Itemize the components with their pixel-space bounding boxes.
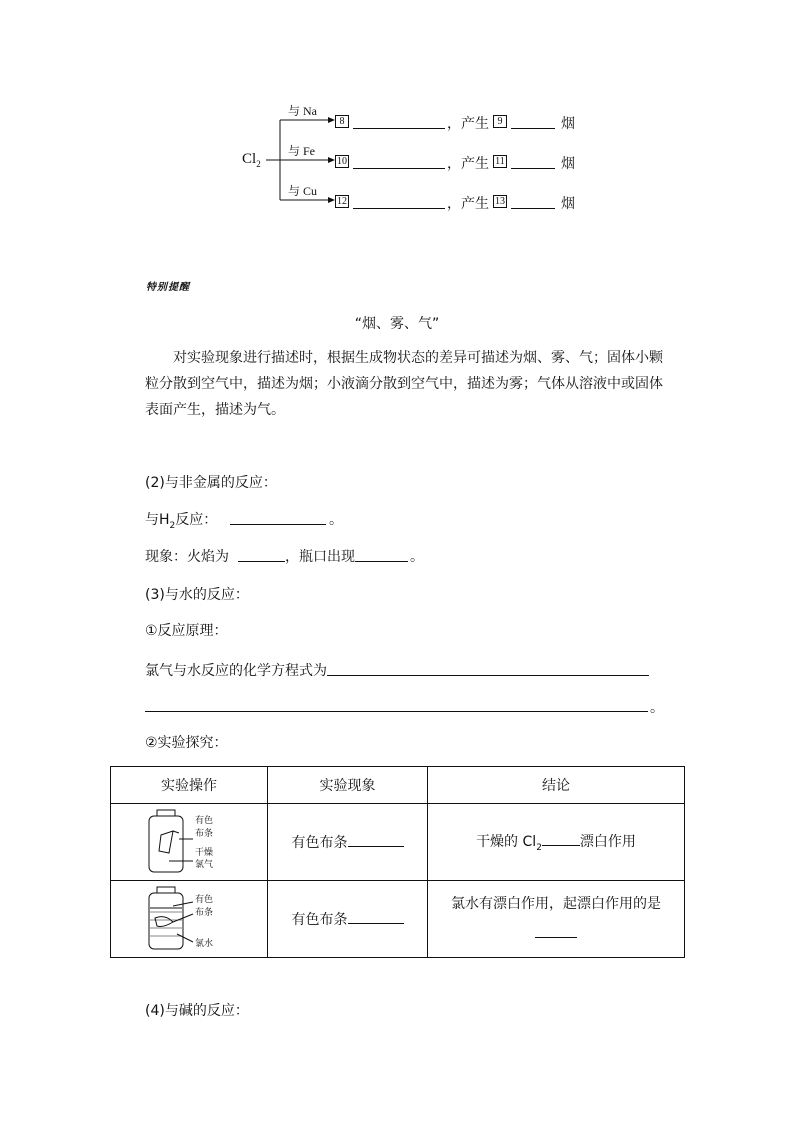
label-colored-2: 有色 xyxy=(195,895,214,905)
conclusion-cell-water xyxy=(428,881,685,958)
h2-suffix: 反应： xyxy=(175,512,218,528)
product-label: ，产生 xyxy=(447,116,489,132)
dry-chlorine-bottle-icon xyxy=(139,807,239,877)
label-dry: 干燥 xyxy=(195,848,214,858)
answer-blank[interactable] xyxy=(511,193,555,209)
conclusion-suffix: 漂白作用 xyxy=(579,834,636,851)
blank-number-8: 8 xyxy=(335,115,349,128)
section-heading-nonmetal: (2)与非金属的反应： xyxy=(145,475,277,491)
phenomenon-blank[interactable] xyxy=(348,832,404,847)
reaction-scheme xyxy=(240,100,600,220)
operation-cell-water xyxy=(111,881,268,958)
table-row xyxy=(111,881,685,958)
product-label: ，产生 xyxy=(447,196,489,212)
chlorine-water-bottle-icon xyxy=(139,884,239,954)
tip-title: “烟、雾、气” xyxy=(354,316,440,332)
header-operation: 实验操作 xyxy=(111,767,268,804)
phenomenon-text: 有色布条 xyxy=(291,912,348,928)
blank-number-10: 10 xyxy=(337,156,347,167)
answer-blank[interactable] xyxy=(353,153,445,169)
phenomenon-cell-dry xyxy=(268,804,428,881)
table-row xyxy=(111,804,685,881)
operation-cell-dry xyxy=(111,804,268,881)
section-heading-alkali: (4)与碱的反应： xyxy=(145,1003,249,1019)
branch-label-na: 与 Na xyxy=(288,104,317,118)
conclusion-blank[interactable] xyxy=(535,923,577,938)
h2-reaction-line xyxy=(145,509,545,529)
section-heading-water: (3)与水的反应： xyxy=(145,587,249,603)
h2-subscript: 2 xyxy=(169,520,176,531)
phenomenon-end: 。 xyxy=(410,549,424,565)
conclusion-blank[interactable] xyxy=(542,831,580,846)
branch-label-fe: 与 Fe xyxy=(288,144,316,158)
header-conclusion: 结论 xyxy=(428,767,685,804)
label-chlorine-water: 氯水 xyxy=(195,939,214,949)
header-phenomenon: 实验现象 xyxy=(268,767,428,804)
label-colored-1: 有色 xyxy=(195,816,214,826)
bottle-mouth-blank[interactable] xyxy=(355,546,408,562)
principle-heading: ①反应原理： xyxy=(145,623,228,639)
equation-end: 。 xyxy=(650,700,664,716)
phenomenon-text: 有色布条 xyxy=(291,835,348,851)
equation-blank-2[interactable] xyxy=(145,711,648,712)
reactant-formula xyxy=(242,151,261,169)
blank-number-12: 12 xyxy=(337,196,347,207)
branch-row-fe xyxy=(335,153,595,171)
tip-body: 对实验现象进行描述时，根据生成物状态的差异可描述为烟、雾、气；固体小颗粒分散到空气中，描述为烟；小液滴分散到空气中，描述为雾；气体从溶液中或固体表面产生，描述为气。 xyxy=(145,350,663,418)
label-strip-1: 布条 xyxy=(195,829,214,839)
phenomenon-prefix: 现象：火焰为 xyxy=(145,549,229,565)
smoke-label: 烟 xyxy=(561,156,575,172)
answer-blank[interactable] xyxy=(511,153,555,169)
table-header-row xyxy=(111,767,685,804)
blank-number-13: 13 xyxy=(495,196,505,207)
answer-blank[interactable] xyxy=(353,113,445,129)
conclusion-cell-dry xyxy=(428,804,685,881)
branch-row-na xyxy=(335,113,595,131)
equation-prefix: 氯气与水反应的化学方程式为 xyxy=(145,663,327,679)
answer-blank[interactable] xyxy=(353,193,445,209)
explore-heading: ②实验探究： xyxy=(145,735,228,751)
experiment-table xyxy=(110,766,685,958)
flame-color-blank[interactable] xyxy=(238,546,285,562)
phenomenon-blank[interactable] xyxy=(348,909,404,924)
equation-blank-1[interactable] xyxy=(327,675,649,676)
phenomenon-line xyxy=(145,546,545,566)
smoke-label: 烟 xyxy=(561,196,575,212)
product-label: ，产生 xyxy=(447,156,489,172)
conclusion-text: 氯水有漂白作用，起漂白作用的是 xyxy=(451,896,661,912)
label-strip-2: 布条 xyxy=(195,908,214,918)
branch-row-cu xyxy=(335,193,595,211)
label-chlorine: 氯气 xyxy=(195,860,214,870)
conclusion-prefix: 干燥的 Cl xyxy=(476,834,537,851)
branch-label-cu: 与 Cu xyxy=(288,184,318,198)
blank-number-9: 9 xyxy=(493,115,507,128)
h2-end: 。 xyxy=(329,512,343,528)
tip-label: 特别提醒 xyxy=(146,282,190,293)
answer-blank[interactable] xyxy=(511,113,555,129)
reactant-symbol: Cl xyxy=(242,151,257,167)
blank-number-11: 11 xyxy=(493,155,507,168)
phenomenon-mid: ，瓶口出现 xyxy=(285,549,355,565)
reactant-subscript: 2 xyxy=(256,159,261,169)
h2-prefix: 与H xyxy=(145,512,170,528)
conclusion-subscript: 2 xyxy=(536,842,542,853)
smoke-label: 烟 xyxy=(561,116,575,132)
phenomenon-cell-water xyxy=(268,881,428,958)
h2-answer-blank[interactable] xyxy=(230,509,326,525)
